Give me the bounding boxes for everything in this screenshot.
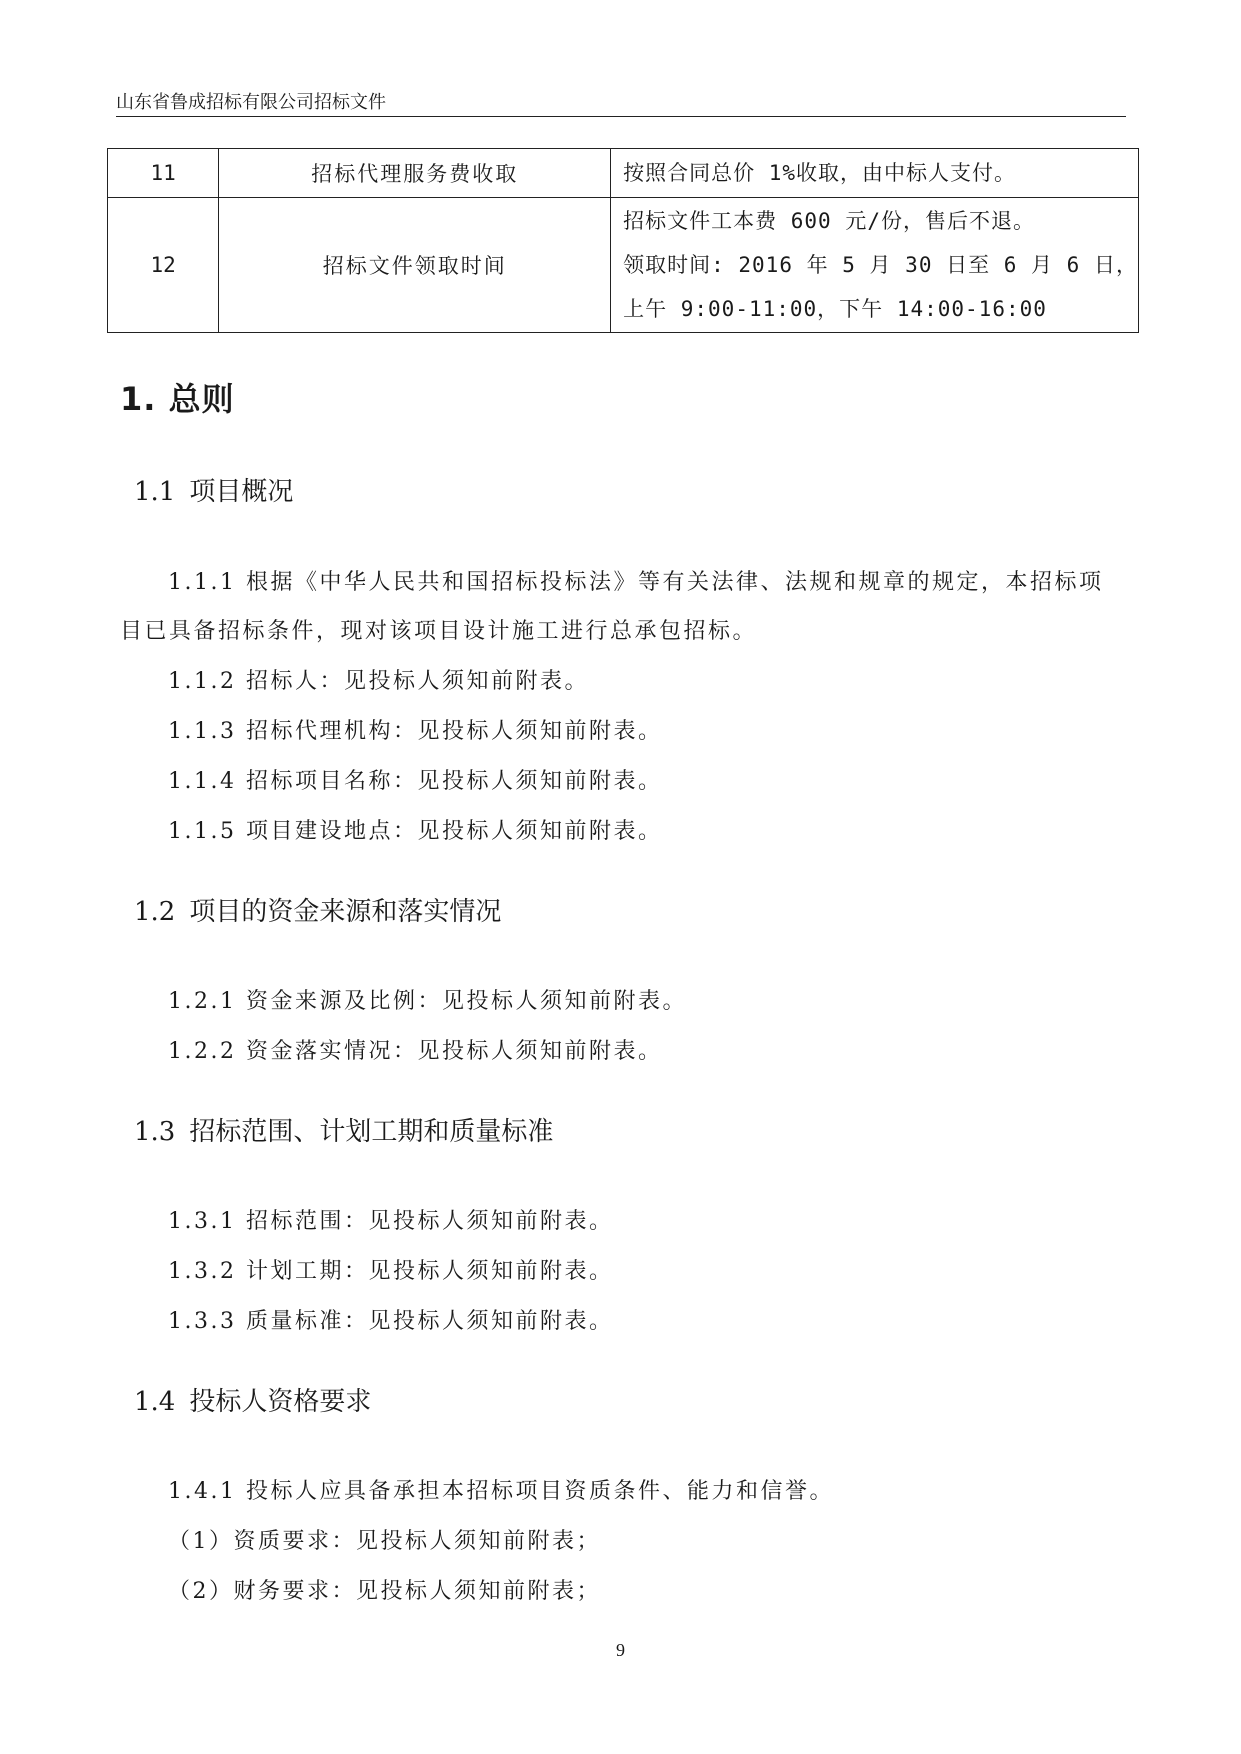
paragraph: 1.4.1 投标人应具备承担本招标项目资质条件、能力和信誉。: [168, 1479, 834, 1504]
section-title: 1. 总则: [120, 380, 235, 418]
paragraph: 1.3.3 质量标准：见投标人须知前附表。: [168, 1309, 614, 1334]
table-row: [108, 149, 1139, 198]
row-number: 12: [108, 198, 219, 333]
subsection-heading: [134, 1381, 371, 1418]
paragraph: 1.3.1 招标范围：见投标人须知前附表。: [168, 1209, 614, 1234]
row-item: 招标代理服务费收取: [219, 149, 611, 198]
paragraph: 1.2.1 资金来源及比例：见投标人须知前附表。: [168, 989, 687, 1014]
row-item: 招标文件领取时间: [219, 198, 611, 333]
subsection-title: 项目的资金来源和落实情况: [189, 897, 502, 927]
paragraph: （1）资质要求：见投标人须知前附表；: [168, 1529, 601, 1554]
subsection-number: 1.2: [134, 897, 176, 927]
subsection-title: 招标范围、计划工期和质量标准: [189, 1117, 554, 1147]
info-table: [107, 148, 1139, 333]
paragraph: 目已具备招标条件，现对该项目设计施工进行总承包招标。: [120, 619, 758, 644]
content-line: 领取时间: 2016 年 5 月 30 日至 6 月 6 日，: [623, 253, 1138, 277]
paragraph: 1.1.5 项目建设地点：见投标人须知前附表。: [168, 819, 663, 844]
subsection-heading: [134, 1111, 553, 1148]
row-number: 11: [108, 149, 219, 198]
subsection-heading: [134, 471, 293, 508]
content-line: 上午 9:00-11:00，下午 14:00-16:00: [623, 297, 1047, 321]
paragraph: 1.1.1 根据《中华人民共和国招标投标法》等有关法律、法规和规章的规定，本招标项: [168, 570, 1104, 595]
subsection-title: 投标人资格要求: [189, 1387, 372, 1417]
paragraph: 1.1.3 招标代理机构：见投标人须知前附表。: [168, 719, 663, 744]
subsection-number: 1.1: [134, 477, 176, 507]
paragraph: 1.3.2 计划工期：见投标人须知前附表。: [168, 1259, 614, 1284]
paragraph: 1.1.2 招标人：见投标人须知前附表。: [168, 669, 589, 694]
row-content: [611, 198, 1139, 333]
subsection-heading: [134, 891, 501, 928]
page-header: [116, 88, 1126, 117]
header-title: 山东省鲁成招标有限公司招标文件: [116, 92, 386, 113]
subsection-title: 项目概况: [189, 477, 294, 507]
table-row: [108, 198, 1139, 333]
page-number: 9: [616, 1640, 625, 1660]
content-line: 招标文件工本费 600 元/份，售后不退。: [623, 209, 1035, 233]
content-line: 按照合同总价 1%收取，由中标人支付。: [623, 161, 1017, 185]
subsection-number: 1.3: [134, 1117, 176, 1147]
row-content: [611, 149, 1139, 198]
subsection-number: 1.4: [134, 1387, 176, 1417]
paragraph: 1.2.2 资金落实情况：见投标人须知前附表。: [168, 1039, 663, 1064]
paragraph: 1.1.4 招标项目名称：见投标人须知前附表。: [168, 769, 663, 794]
paragraph: （2）财务要求：见投标人须知前附表；: [168, 1579, 601, 1604]
